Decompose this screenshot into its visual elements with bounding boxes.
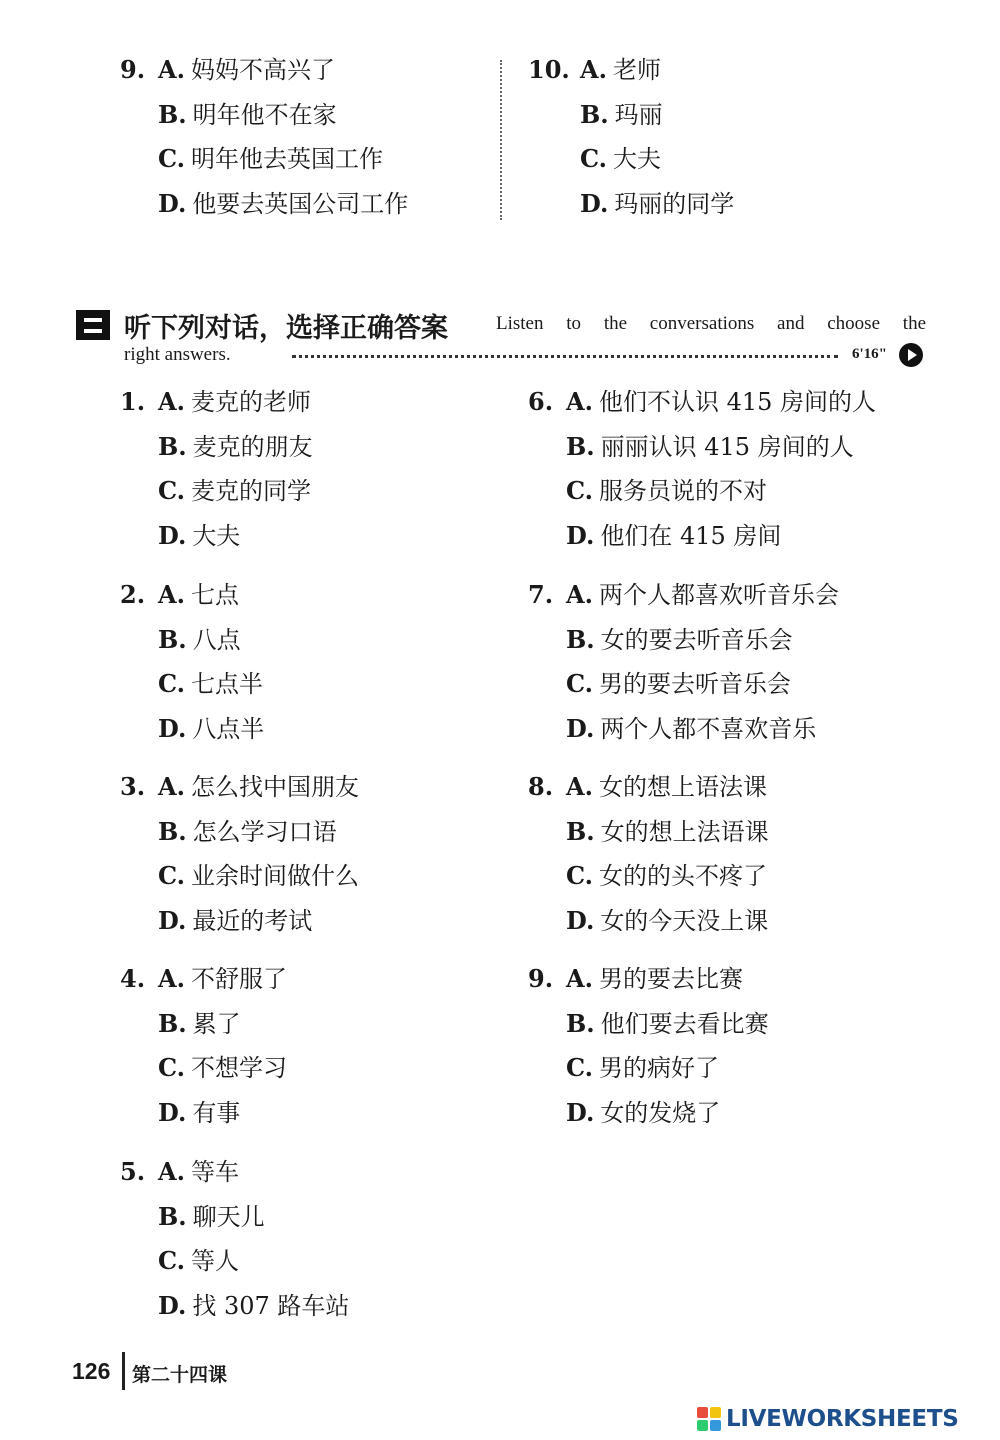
option-text: 明年他不在家 bbox=[192, 100, 337, 129]
option-letter: A. bbox=[158, 55, 185, 84]
option-letter: C. bbox=[580, 144, 608, 173]
option-letter: A. bbox=[566, 964, 593, 993]
option-letter: B. bbox=[566, 1008, 595, 1038]
lesson-label: 第二十四课 bbox=[132, 1364, 228, 1386]
option-letter: B. bbox=[566, 816, 595, 846]
option-letter: A. bbox=[158, 772, 185, 801]
question-number: 9. bbox=[528, 964, 554, 993]
option-text: 大夫 bbox=[613, 145, 662, 173]
option-text: 玛丽的同学 bbox=[614, 189, 735, 218]
question-block bbox=[528, 573, 839, 751]
option-text: 八点半 bbox=[192, 714, 265, 743]
option-letter: A. bbox=[158, 387, 185, 416]
option-letter: B. bbox=[158, 431, 187, 461]
option-text: 男的要去听音乐会 bbox=[599, 670, 792, 698]
option-text: 有事 bbox=[192, 1098, 241, 1127]
column-divider bbox=[500, 60, 502, 220]
question-number: 9. bbox=[120, 55, 146, 84]
question-block bbox=[528, 48, 734, 226]
section-two-icon bbox=[76, 310, 110, 340]
option-letter: A. bbox=[566, 772, 593, 801]
option-letter: D. bbox=[566, 905, 595, 935]
option-text: 女的今天没上课 bbox=[600, 906, 769, 935]
option-letter: D. bbox=[580, 188, 609, 218]
option-letter: D. bbox=[158, 520, 187, 550]
option-letter: C. bbox=[158, 476, 186, 505]
option-letter: A. bbox=[580, 55, 607, 84]
question-number: 4. bbox=[120, 964, 146, 993]
option-letter: B. bbox=[158, 99, 187, 129]
option-letter: A. bbox=[158, 1157, 185, 1186]
option-text: 等人 bbox=[191, 1247, 240, 1275]
option-text: 八点 bbox=[192, 625, 241, 654]
play-icon[interactable] bbox=[899, 343, 923, 367]
option-text: 七点 bbox=[190, 581, 239, 609]
option-text: 玛丽 bbox=[614, 100, 663, 129]
logo-square bbox=[710, 1407, 721, 1418]
logo-square bbox=[710, 1420, 721, 1431]
question-number: 6. bbox=[528, 387, 554, 416]
option-text: 七点半 bbox=[191, 670, 264, 698]
option-letter: B. bbox=[158, 816, 187, 846]
option-text: 麦克的老师 bbox=[190, 388, 311, 416]
footer-divider bbox=[122, 1352, 125, 1390]
dotted-leader bbox=[292, 355, 838, 358]
brand-name: LIVEWORKSHEETS bbox=[726, 1406, 959, 1432]
option-letter: C. bbox=[158, 669, 186, 698]
option-text: 不想学习 bbox=[191, 1054, 288, 1082]
option-letter: D. bbox=[158, 1290, 187, 1320]
question-number: 8. bbox=[528, 772, 554, 801]
section-instruction-en-continued: right answers. bbox=[124, 344, 231, 365]
option-letter: C. bbox=[566, 669, 594, 698]
option-letter: B. bbox=[158, 624, 187, 654]
option-text: 丽丽认识 415 房间的人 bbox=[600, 432, 854, 461]
option-letter: C. bbox=[158, 1053, 186, 1082]
option-text: 男的病好了 bbox=[599, 1054, 720, 1082]
option-text: 麦克的朋友 bbox=[192, 432, 313, 461]
page-number: 126 bbox=[72, 1358, 111, 1384]
option-text: 两个人都喜欢听音乐会 bbox=[598, 581, 839, 609]
option-text: 两个人都不喜欢音乐 bbox=[600, 714, 817, 743]
question-block bbox=[120, 48, 408, 226]
option-text: 他们在 415 房间 bbox=[600, 521, 782, 550]
question-number: 5. bbox=[120, 1157, 146, 1186]
question-block bbox=[528, 380, 876, 558]
option-letter: D. bbox=[158, 188, 187, 218]
question-number: 1. bbox=[120, 387, 146, 416]
option-text: 等车 bbox=[190, 1158, 239, 1186]
option-letter: A. bbox=[566, 580, 593, 609]
option-text: 女的想上法语课 bbox=[600, 817, 769, 846]
option-letter: A. bbox=[158, 580, 185, 609]
question-block bbox=[528, 957, 769, 1135]
question-block bbox=[120, 380, 313, 558]
option-text: 服务员说的不对 bbox=[599, 477, 768, 505]
option-text: 累了 bbox=[192, 1009, 241, 1038]
question-number: 2. bbox=[120, 580, 146, 609]
option-letter: D. bbox=[158, 1097, 187, 1127]
option-letter: C. bbox=[158, 144, 186, 173]
option-letter: C. bbox=[158, 1246, 186, 1275]
option-letter: D. bbox=[566, 713, 595, 743]
option-letter: A. bbox=[158, 964, 185, 993]
option-text: 麦克的同学 bbox=[191, 477, 312, 505]
option-letter: B. bbox=[566, 431, 595, 461]
option-text: 大夫 bbox=[192, 521, 241, 550]
option-text: 业余时间做什么 bbox=[191, 862, 360, 890]
logo-square bbox=[697, 1407, 708, 1418]
option-letter: C. bbox=[566, 1053, 594, 1082]
option-letter: B. bbox=[158, 1201, 187, 1231]
section-title: 听下列对话，选择正确答案 bbox=[124, 313, 448, 344]
option-letter: D. bbox=[158, 713, 187, 743]
option-text: 女的的头不疼了 bbox=[599, 862, 768, 890]
question-number: 10. bbox=[528, 55, 570, 84]
option-text: 女的想上语法课 bbox=[598, 773, 767, 801]
question-number: 3. bbox=[120, 772, 146, 801]
question-block bbox=[120, 573, 264, 751]
option-letter: B. bbox=[566, 624, 595, 654]
question-block bbox=[528, 765, 769, 943]
option-text: 他们不认识 415 房间的人 bbox=[598, 388, 877, 416]
audio-timing: 6'16" bbox=[852, 346, 887, 362]
option-letter: D. bbox=[566, 520, 595, 550]
option-text: 女的发烧了 bbox=[600, 1098, 721, 1127]
option-letter: B. bbox=[158, 1008, 187, 1038]
option-text: 明年他去英国工作 bbox=[191, 145, 384, 173]
option-text: 他们要去看比赛 bbox=[600, 1009, 769, 1038]
option-text: 聊天儿 bbox=[192, 1202, 265, 1231]
option-text: 男的要去比赛 bbox=[598, 965, 743, 993]
question-block bbox=[120, 957, 287, 1135]
option-text: 怎么学习口语 bbox=[192, 817, 337, 846]
option-letter: C. bbox=[566, 476, 594, 505]
question-block bbox=[120, 765, 359, 943]
liveworksheets-brand[interactable] bbox=[697, 1404, 958, 1434]
option-text: 不舒服了 bbox=[190, 965, 287, 993]
question-number: 7. bbox=[528, 580, 554, 609]
liveworksheets-logo-icon bbox=[697, 1407, 721, 1431]
option-letter: D. bbox=[566, 1097, 595, 1127]
option-text: 怎么找中国朋友 bbox=[190, 773, 359, 801]
section-instruction-en: Listen to the conversations and choose the bbox=[496, 313, 926, 334]
option-letter: A. bbox=[566, 387, 593, 416]
option-text: 找 307 路车站 bbox=[192, 1291, 350, 1320]
option-text: 最近的考试 bbox=[192, 906, 313, 935]
option-letter: C. bbox=[566, 861, 594, 890]
option-letter: D. bbox=[158, 905, 187, 935]
option-text: 妈妈不高兴了 bbox=[190, 56, 335, 84]
option-text: 女的要去听音乐会 bbox=[600, 625, 793, 654]
option-letter: C. bbox=[158, 861, 186, 890]
option-text: 老师 bbox=[612, 56, 661, 84]
question-block bbox=[120, 1150, 349, 1328]
option-letter: B. bbox=[580, 99, 609, 129]
option-text: 他要去英国公司工作 bbox=[192, 189, 409, 218]
logo-square bbox=[697, 1420, 708, 1431]
